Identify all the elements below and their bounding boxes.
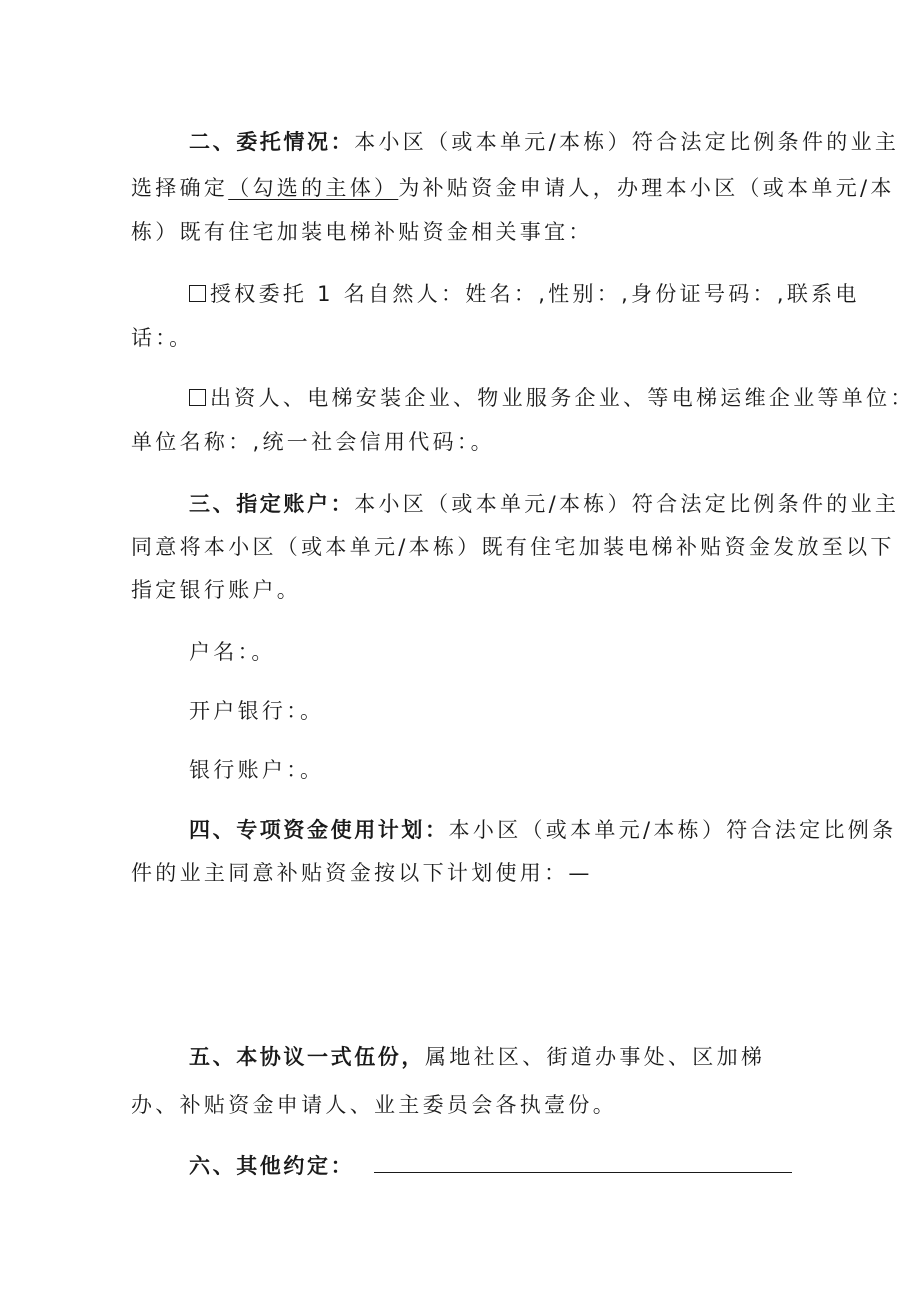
option2-line1 — [189, 384, 915, 412]
section3-line3 — [131, 576, 301, 604]
option2-line2-text: 单位名称：,统一社会信用代码：。 — [131, 430, 495, 454]
section3-line2-text: 同意将本小区（或本单元/本栋）既有住宅加装电梯补贴资金发放至以下 — [131, 535, 895, 559]
section5-line2-text: 办、补贴资金申请人、业主委员会各执壹份。 — [131, 1093, 617, 1117]
section2-line2-suffix: 为补贴资金申请人，办理本小区（或本单元/本 — [398, 176, 895, 200]
bank-line — [189, 697, 324, 725]
section6-line — [189, 1150, 792, 1180]
account-no-line — [189, 756, 324, 784]
section3-line3-text: 指定银行账户。 — [131, 578, 302, 602]
section4-line1 — [189, 816, 896, 844]
section3-line2 — [131, 533, 895, 561]
account-name-line — [189, 638, 276, 666]
section5-line1 — [189, 1043, 765, 1071]
section6-heading: 六、其他约定： — [189, 1154, 355, 1178]
section4-heading: 四、专项资金使用计划： — [189, 818, 449, 842]
option1-line2-text: 话：。 — [131, 326, 194, 350]
option1-text: 授权委托 1 名自然人：姓名：,性别：,身份证号码：,联系电 — [210, 282, 860, 306]
checkbox-natural-person[interactable] — [189, 285, 206, 302]
section4-line2-text: 件的业主同意补贴资金按以下计划使用：— — [131, 861, 593, 885]
bank-name: 开户银行：。 — [189, 699, 325, 723]
option2-text: 出资人、电梯安装企业、物业服务企业、等电梯运维企业等单位： — [210, 386, 915, 410]
section2-line3-text: 栋）既有住宅加装电梯补贴资金相关事宜： — [131, 220, 593, 244]
option1-line2 — [131, 324, 193, 352]
section3-line1 — [189, 490, 899, 518]
section2-line1 — [189, 128, 899, 156]
section3-heading: 三、指定账户： — [189, 492, 355, 516]
section5-line1-text: 属地社区、街道办事处、区加梯 — [425, 1045, 766, 1069]
section2-heading: 二、委托情况： — [189, 130, 355, 154]
section2-line2-prefix: 选择确定 — [131, 176, 229, 200]
option2-line2 — [131, 428, 495, 456]
other-terms-blank-line[interactable] — [374, 1150, 792, 1173]
subject-underlined-field: （勾选的主体） — [228, 176, 399, 200]
section4-line1-text: 本小区（或本单元/本栋）符合法定比例条 — [448, 818, 897, 842]
section5-heading: 五、本协议一式伍份， — [189, 1045, 425, 1069]
section2-line3 — [131, 218, 593, 246]
account-number: 银行账户：。 — [189, 758, 325, 782]
checkbox-organization[interactable] — [189, 389, 206, 406]
section4-line2 — [131, 859, 593, 887]
option1-line1 — [189, 280, 860, 308]
section3-line1-text: 本小区（或本单元/本栋）符合法定比例条件的业主 — [354, 492, 900, 516]
section2-line1-text: 本小区（或本单元/本栋）符合法定比例条件的业主 — [354, 130, 900, 154]
section5-line2 — [131, 1091, 617, 1119]
section2-line2 — [131, 174, 895, 202]
account-name: 户名：。 — [189, 640, 276, 664]
